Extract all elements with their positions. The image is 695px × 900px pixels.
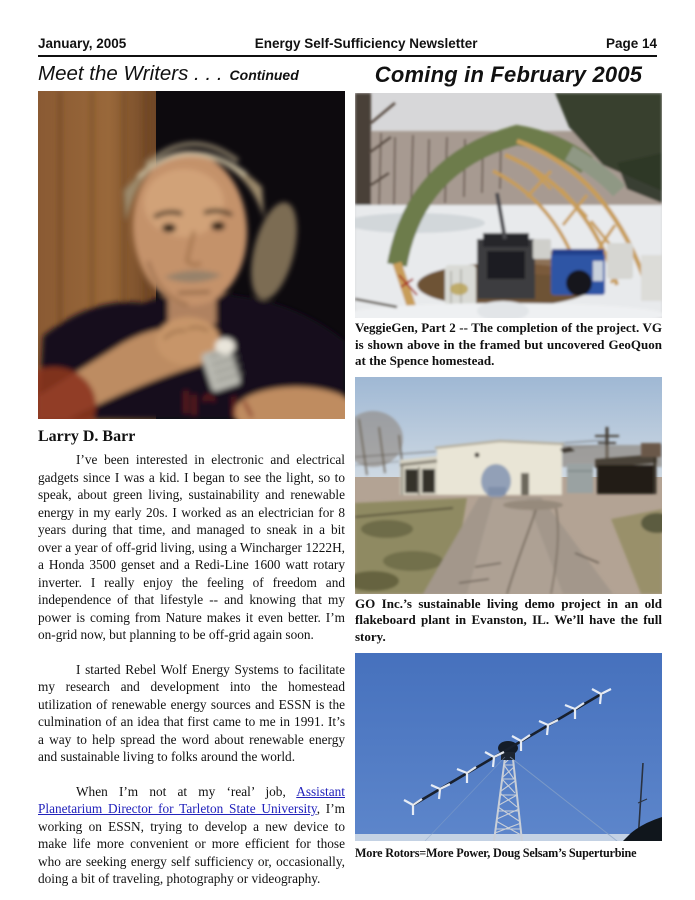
header-newsletter-title: Energy Self-Sufficiency Newsletter	[254, 36, 478, 51]
header-rule	[38, 55, 657, 57]
right-column	[355, 62, 662, 861]
superturbine-figure	[355, 653, 662, 862]
veggiegen-photo	[355, 93, 662, 318]
section-heading-meet-the-writers	[38, 62, 345, 86]
coming-in-february-heading: Coming in February 2005	[374, 62, 643, 87]
veggiegen-figure	[355, 93, 662, 370]
bio-paragraph-3	[38, 783, 345, 888]
section-heading-text: Meet the Writers . . .	[38, 62, 223, 85]
veggiegen-caption: VeggieGen, Part 2 -- The completion of the project. VG is shown above in the framed but uncovered GeoQuon at the Spence homestead.	[355, 320, 662, 369]
flakeboard-plant-photo	[355, 377, 662, 594]
bio-paragraph-3-after: , I’m working on ESSN, trying to develop a new device to make life more convenient or more efficient for those who are seeking energy self sufficiency or, occasionally, doing a bit of traveling, photography or videography.	[38, 801, 345, 886]
tarleton-university-link[interactable]: Assistant Planetarium Director for Tarleton State University	[38, 783, 345, 816]
larry-barr-portrait-photo	[38, 91, 345, 419]
section-heading-continued: Continued	[229, 67, 299, 83]
bio-paragraph-2: I started Rebel Wolf Energy Systems to facilitate my research and development into the homestead utilization of renewable energy sources and ESSN is the culmination of an idea that first came to me in 1991. It’s a way to help spread the word about renewable energy and sustainable living to folks around the world.	[38, 661, 345, 764]
left-column	[38, 62, 345, 900]
header-page-number: Page 14	[605, 36, 657, 51]
flakeboard-caption: GO Inc.’s sustainable living demo project in an old flakeboard plant in Evanston, IL. We’ll have the full story.	[355, 595, 662, 644]
superturbine-caption: More Rotors=More Power, Doug Selsam’s Superturbine	[355, 845, 637, 860]
header-date: January, 2005	[38, 36, 127, 51]
flakeboard-figure	[355, 377, 662, 646]
author-name: Larry D. Barr	[38, 428, 136, 445]
bio-paragraph-1: I’ve been interested in electronic and electrical gadgets since I was a kid. I began to see the light, so to speak, about green living, sustainability and renewable energy in my early 20s. I worked as an electrician for 8 years during that time, and managed to sneak in a bit over a year of off-grid living, using a Wincharger 1222H, a Honda 3500 genset and a Redi-Line 1600 watt rotary inverter. I really enjoy the feeling of freedom and independence of that lifestyle -- and knowing that my power is coming from Nature makes it even better. I’m on-grid now, but planning to be off-grid again soon.	[38, 452, 345, 642]
superturbine-photo	[355, 653, 662, 841]
bio-paragraph-3-before: When I’m not at my ‘real’ job,	[76, 783, 297, 799]
page-header	[38, 36, 657, 51]
